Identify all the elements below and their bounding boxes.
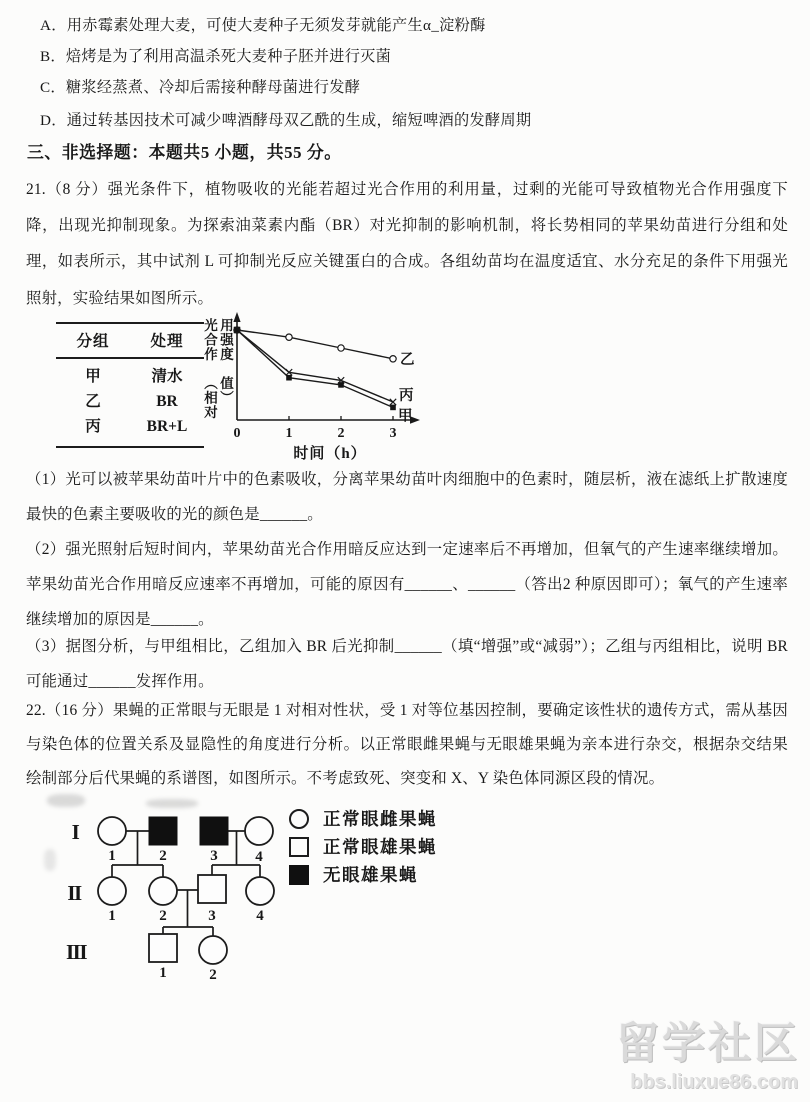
data-point (286, 375, 292, 381)
pedigree-number: 4 (256, 908, 264, 924)
series-label: 乙 (400, 351, 415, 368)
pedigree-lines (112, 831, 260, 936)
pedigree-I-4-female (245, 817, 273, 845)
data-point (390, 399, 396, 405)
pedigree-number: 4 (255, 849, 263, 865)
pedigree-number: 3 (208, 908, 216, 924)
pedigree-number: 2 (209, 967, 217, 983)
watermark (616, 1010, 800, 1094)
pedigree-II-4-female (246, 877, 274, 905)
pedigree-III-2-female (199, 936, 227, 964)
table-row (56, 364, 204, 389)
pedigree-III-1-male (149, 934, 177, 962)
generation-II-label: II (67, 881, 81, 905)
table-row (56, 414, 204, 439)
pedigree-number: 1 (159, 965, 167, 981)
data-point (234, 327, 240, 333)
cell-group: 丙 (85, 418, 101, 435)
pedigree-I-1-female (98, 817, 126, 845)
x-tick-label: 1 (285, 426, 293, 441)
q22-stem: 22.（16 分）果蝇的正常眼与无眼是 1 对相对性状，受 1 对等位基因控制，要确定该性状的遗传方式，需从基因与染色体的位置关系及显隐性的角度进行分析。以正常眼雌果蝇与无眼雄果蝇为亲本进行杂交，根据杂交结果绘制部分后代果蝇的系谱图，如图所示。不考虑致死、突变和 X、Y 染色体同源区段的情况。 (26, 702, 788, 787)
data-point (338, 382, 344, 388)
col-header-group: 分组 (76, 333, 110, 350)
pedigree-number: 1 (108, 848, 116, 864)
series-label: 丙 (399, 388, 414, 404)
series-乙 (234, 327, 415, 368)
x-tick-label: 0 (233, 426, 241, 441)
cell-group: 乙 (85, 393, 101, 410)
x-tick-label: 3 (389, 426, 397, 441)
cell-treatment: BR (156, 393, 178, 410)
pedigree-chart (45, 795, 285, 993)
legend-label: 无眼雄果蝇 (323, 865, 418, 885)
col-header-treatment: 处理 (150, 333, 184, 350)
legend-item (289, 837, 437, 856)
legend-item (289, 809, 437, 828)
scan-artifact (44, 849, 56, 871)
scan-artifact (146, 799, 198, 808)
x-tick-label: 2 (337, 426, 345, 441)
option-d: D．通过转基因技术可减少啤酒酵母双乙酰的生成，缩短啤酒的发酵周期 (40, 112, 532, 129)
normal-eye-female-icon (289, 809, 309, 829)
q21-sub2: （2）强光照射后短时间内，苹果幼苗光合作用暗反应达到一定速率后不再增加，但氧气的产生速率继续增加。苹果幼苗光合作用暗反应速率不再增加，可能的原因有______、______（答出2 种原因即可）；氧气的产生速率继续增加的原因是______。 (26, 541, 788, 628)
pedigree-II-1-female (98, 877, 126, 905)
cell-group: 甲 (85, 368, 101, 385)
pedigree-number: 1 (108, 908, 116, 924)
series-丙 (234, 327, 414, 405)
x-axis-title: 时间（h） (293, 446, 367, 462)
watermark-url: bbs.liuxue86.com (630, 1071, 798, 1093)
watermark-title: 留学社区 (616, 1020, 800, 1068)
legend-label: 正常眼雌果蝇 (323, 809, 437, 829)
pedigree-legend (289, 809, 437, 893)
section-heading: 三、非选择题：本题共5 小题，共55 分。 (27, 143, 342, 162)
photosynthesis-line-chart (198, 310, 438, 464)
data-point (390, 405, 396, 411)
treatment-table (56, 322, 204, 448)
pedigree-II-3-male (198, 875, 226, 903)
generation-III-label: III (65, 940, 87, 964)
series-label: 甲 (398, 408, 413, 425)
option-b: B．焙烤是为了利用高温杀死大麦种子胚并进行灭菌 (40, 48, 392, 65)
pedigree-I-2-eyeless-male (149, 817, 177, 845)
pedigree-number: 3 (210, 848, 218, 864)
pedigree-II-2-female (149, 877, 177, 905)
table-row (56, 389, 204, 414)
treatment-table-header (56, 324, 204, 359)
q21-stem: 21.（8 分）强光条件下，植物吸收的光能若超过光合作用的利用量，过剩的光能可导致植物光合作用强度下降，出现光抑制现象。为探索油菜素内酯（BR）对光抑制的影响机制，将长势相同的苹果幼苗进行分组和处理，如表所示，其中试剂 L 可抑制光反应关键蛋白的合成。各组幼苗均在温度适宜、水分充足的条件下用强光照射，实验结果如图所示。 (26, 181, 788, 307)
pedigree-number: 2 (159, 908, 167, 924)
cell-treatment: BR+L (146, 418, 188, 435)
y-label-line2: （相对值） (202, 375, 233, 420)
option-c: C．糖浆经蒸煮、冷却后需接种酵母菌进行发酵 (40, 79, 361, 96)
q21-sub3: （3）据图分析，与甲组相比，乙组加入 BR 后光抑制______（填“增强”或“减弱”）；乙组与丙组相比，说明 BR 可能通过______发挥作用。 (26, 638, 788, 691)
pedigree-number: 2 (159, 848, 167, 864)
scan-artifact (47, 794, 85, 807)
legend-item (289, 865, 437, 884)
series-甲 (234, 327, 412, 424)
cell-treatment: 清水 (151, 368, 183, 385)
q21-sub1: （1）光可以被苹果幼苗叶片中的色素吸收，分离苹果幼苗叶肉细胞中的色素时，随层析，液在滤纸上扩散速度最快的色素主要吸收的光的颜色是______。 (26, 471, 788, 524)
eyeless-male-icon (289, 865, 309, 885)
data-point (286, 334, 292, 340)
option-a: A．用赤霉素处理大麦，可使大麦种子无须发芽就能产生α_淀粉酶 (40, 17, 486, 34)
data-point (390, 356, 396, 362)
pedigree-I-3-eyeless-male (200, 817, 228, 845)
generation-I-label: I (71, 820, 79, 844)
y-label-line1: 光合作用强度 (202, 318, 233, 362)
data-point (338, 345, 344, 351)
legend-label: 正常眼雄果蝇 (323, 837, 437, 857)
normal-eye-male-icon (289, 837, 309, 857)
